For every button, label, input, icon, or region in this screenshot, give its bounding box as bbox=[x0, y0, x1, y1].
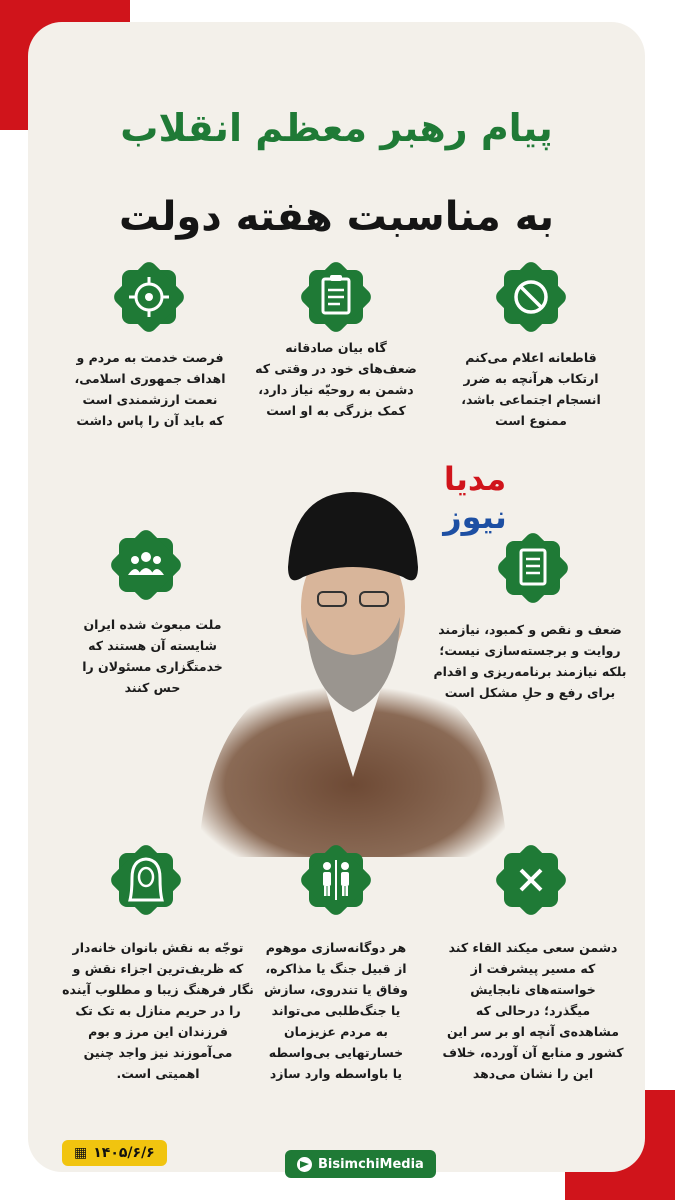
telegram-icon bbox=[297, 1157, 312, 1172]
point-text-6: توجّه به نقش بانوان خانه‌دار که ظریف‌ترین اجزاء نقش و نگار فرهنگ زیبا و مطلوب آینده را در حریم منازل به تک تک فرزندان این مرز و بوم می‌آموزند نیز واجد چنین اهمیتی است. bbox=[62, 940, 254, 1081]
prohibited-icon bbox=[493, 259, 569, 335]
people-group-icon bbox=[108, 527, 184, 603]
point-text-8: دشمن سعی میکند القاء کند که مسیر پیشرفت از خواسته‌های نابجایش میگذرد؛ درحالی که مشاهده‌ی آنچه او بر سر این کشور و منابع آن آورده، خلاف این را نشان می‌دهد bbox=[442, 940, 624, 1081]
point-text-7: هر دوگانه‌سازی موهوم از قبیل جنگ یا مذاکره، وفاق یا تندروی، سازش یا جنگ‌طلبی می‌تواند به مردم عزیزمان خسارتهایی بی‌واسطه یا باواسطه وارد سازد bbox=[264, 940, 408, 1081]
infographic-card bbox=[28, 22, 645, 1172]
point-text-2: گاه بیان صادقانه ضعف‌های خود در وقتی که دشمن به روحیّه نیاز دارد، کمک بزرگی به او است bbox=[255, 340, 417, 418]
point-text-5: ضعف و نقص و کمبود، نیازمند روایت و برجسته‌سازی نیست؛ بلکه نیازمند برنامه‌ریزی و اقدام برای رفع و حلِ مشکل است bbox=[433, 622, 627, 700]
date-badge bbox=[62, 1140, 167, 1166]
point-text-4: ملت مبعوث شده ایران شایسته آن هستند که خدمتگزاری مسئولان را حس کنند bbox=[82, 617, 223, 695]
date-text: ۱۴۰۵/۶/۶ bbox=[93, 1145, 155, 1161]
cross-icon bbox=[493, 842, 569, 918]
point-text-3: قاطعانه اعلام می‌کنم ارتکاب هرآنچه به ضرر انسجام اجتماعی باشد، ممنوع است bbox=[461, 350, 601, 428]
point-text-1: فرصت خدمت به مردم و اهداف جمهوری اسلامی، نعمت ارزشمندی است که باید آن را پاس داشت bbox=[74, 350, 226, 428]
checklist-icon bbox=[298, 259, 374, 335]
calendar-icon: ▦ bbox=[74, 1145, 88, 1161]
title-line-2: به مناسبت هفته دولت bbox=[118, 194, 555, 240]
title-line-1: پیام رهبر معظم انقلاب bbox=[120, 106, 553, 150]
veiled-woman-icon bbox=[108, 842, 184, 918]
target-icon bbox=[111, 259, 187, 335]
watermark-logo-line-2: نیوز bbox=[443, 498, 507, 536]
channel-name: BisimchiMedia bbox=[318, 1156, 424, 1172]
split-figures-icon bbox=[298, 842, 374, 918]
telegram-channel-badge[interactable] bbox=[285, 1150, 436, 1178]
watermark-logo-line-1: مدیا bbox=[443, 460, 507, 498]
